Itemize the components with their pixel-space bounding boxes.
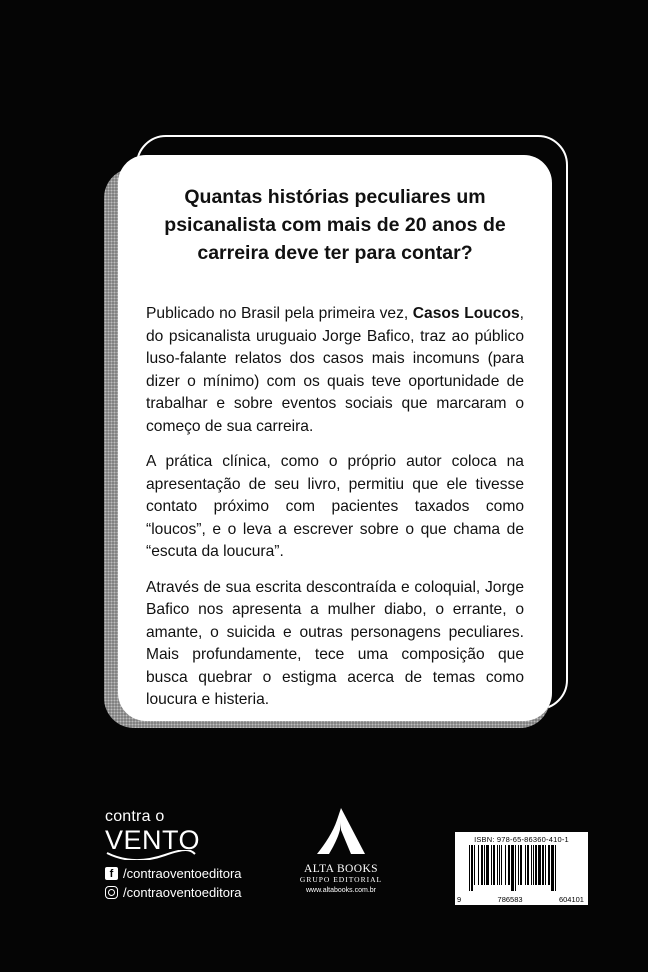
alta-books-logo-icon (315, 806, 367, 856)
brand-main-text: VENTO (105, 825, 201, 855)
synopsis-paragraph-2: A prática clínica, como o próprio autor coloca na apresentação de seu livro, permitiu que ele tivesse contato próximo com pacientes taxados como “loucos”, e o leva a escrever sobre o que chama de “escuta da loucura”. (146, 453, 524, 560)
instagram-handle: /contraoventoeditora (123, 885, 242, 900)
synopsis-card (118, 155, 552, 721)
alta-books-name: ALTA BOOKS (304, 863, 378, 875)
facebook-link[interactable] (105, 866, 242, 881)
instagram-icon (105, 886, 118, 899)
contra-o-vento-logo (105, 808, 200, 860)
synopsis-headline: Quantas histórias peculiares um psicanalista com mais de 20 anos de carreira deve ter para contar? (164, 186, 506, 264)
isbn-label: ISBN: 978-65-86360-410-1 (474, 835, 569, 844)
alta-books-subtitle: GRUPO EDITORIAL (299, 875, 383, 884)
alta-books-logo (296, 806, 386, 894)
synopsis-paragraph-3: Através de sua escrita descontraída e coloquial, Jorge Bafico nos apresenta a mulher diabo, o errante, o amante, o suicida e outras personagens peculiares. Mais profundamente, tece uma composição que busca quebrar o estigma acerca de temas como loucura e histeria. (146, 578, 524, 708)
barcode-icon (461, 845, 582, 897)
brand-top-text: contra o (105, 808, 165, 825)
barcode-group-1: 786583 (497, 895, 523, 904)
alta-books-url: www.altabooks.com.br (305, 887, 377, 894)
barcode-first-digit: 9 (457, 895, 462, 904)
barcode-group-2: 604101 (558, 895, 584, 904)
barcode-digits (457, 895, 584, 904)
facebook-handle: /contraoventoeditora (123, 866, 242, 881)
synopsis-paragraph-1: Publicado no Brasil pela primeira vez, Casos Loucos, do psicanalista uruguaio Jorge Bafico, traz ao público luso-falante relatos dos casos mais incomuns (para dizer o mínimo) com os quais teve oportunidade de trabalhar e sobre eventos sociais que marcaram o começo de sua carreira. (146, 305, 524, 435)
isbn-barcode (455, 832, 588, 905)
instagram-link[interactable] (105, 885, 242, 900)
book-title: Casos Loucos (412, 305, 520, 322)
facebook-icon: f (105, 867, 118, 880)
